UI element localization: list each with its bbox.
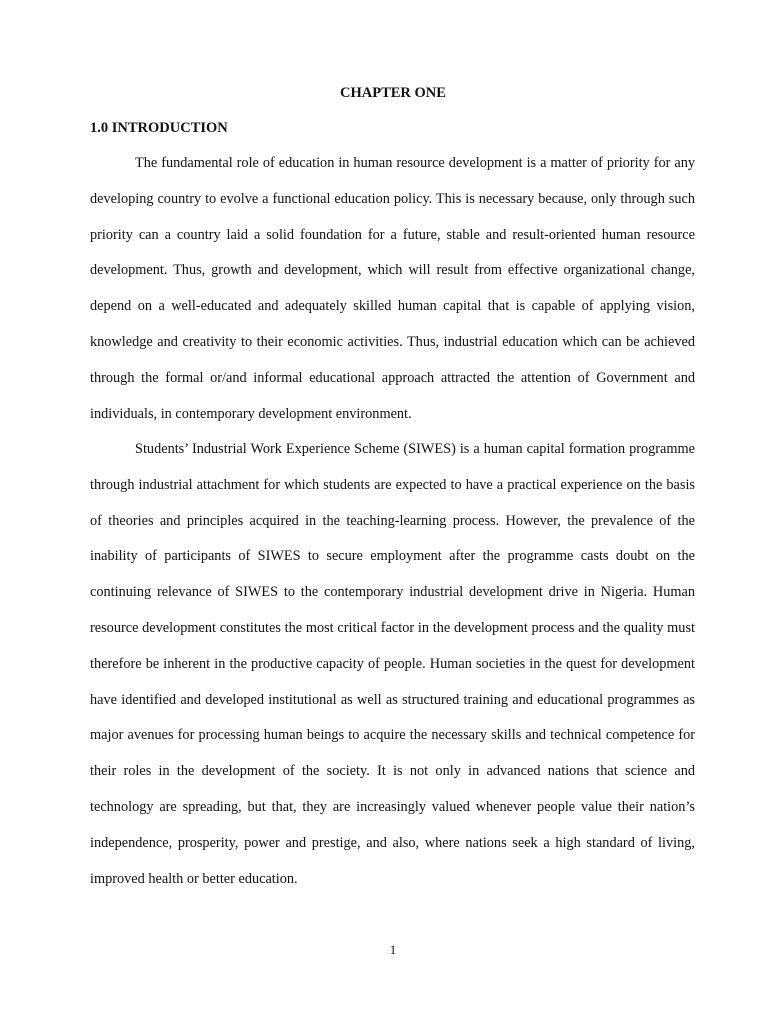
chapter-title: CHAPTER ONE [340,85,446,101]
page-number: 1 [389,942,397,957]
body-paragraph-block-2 [90,432,695,897]
body-paragraph-block-1 [90,146,695,432]
paragraph-1: The fundamental role of education in human resource development is a matter of priority for any developing country to evolve a functional education policy. This is necessary because, only through such priority can a country laid a solid foundation for a future, stable and result-oriented human resource development. Thus, growth and development, which will result from effective organizational change, depend on a well-educated and adequately skilled human capital that is capable of applying vision, knowledge and creativity to their economic activities. Thus, industrial education which can be achieved through the formal or/and informal educational approach attracted the attention of Government and individuals, in contemporary development environment. [90,155,695,422]
section-heading: 1.0 INTRODUCTION [90,120,228,136]
paragraph-2: Students’ Industrial Work Experience Scheme (SIWES) is a human capital formation programme through industrial attachment for which students are expected to have a practical experience on the basis of theories and principles acquired in the teaching-learning process. However, the prevalence of the inability of participants of SIWES to secure employment after the programme casts doubt on the continuing relevance of SIWES to the contemporary industrial development drive in Nigeria. Human resource development constitutes the most critical factor in the development process and the quality must therefore be inherent in the productive capacity of people. Human societies in the quest for development have identified and developed institutional as well as structured training and educational programmes as major avenues for processing human beings to acquire the necessary skills and technical competence for their roles in the development of the society. It is not only in advanced nations that science and technology are spreading, but that, they are increasingly valued whenever people value their nation’s independence, prosperity, power and prestige, and also, where nations seek a high standard of living, improved health or better education. [90,441,695,887]
